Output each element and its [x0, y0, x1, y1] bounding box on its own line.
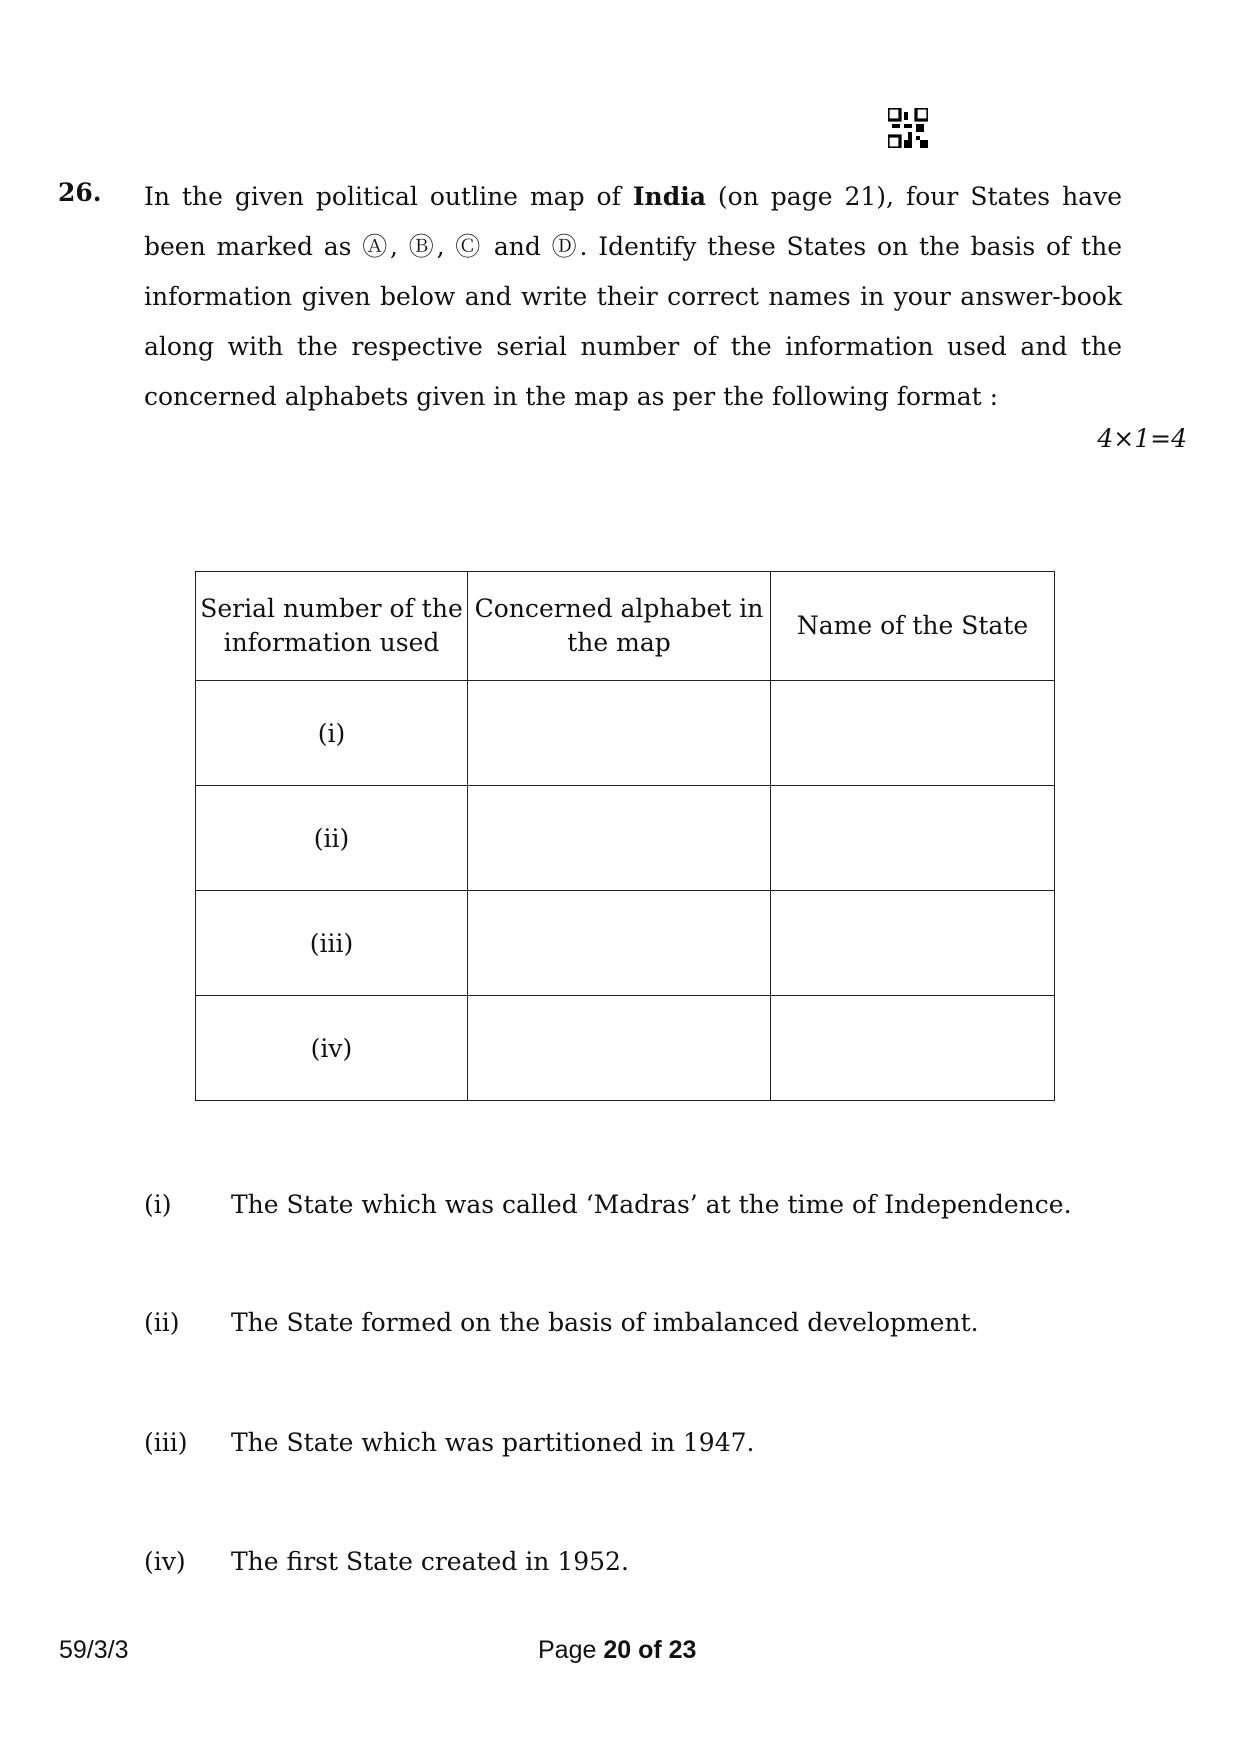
table-row [196, 681, 1055, 786]
item-label: (iv) [144, 1547, 186, 1576]
table-cell: (iii) [196, 891, 468, 996]
table-row [196, 891, 1055, 996]
question-text [144, 172, 1122, 422]
item-text: The State formed on the basis of imbalanced development. [231, 1308, 979, 1337]
question-text-part: In the given political outline map of [144, 182, 633, 211]
page-total: 23 [668, 1636, 697, 1664]
qr-code-icon [888, 108, 928, 148]
table-cell [771, 891, 1055, 996]
list-item [144, 1547, 629, 1576]
table-row [196, 996, 1055, 1101]
table-cell [468, 996, 771, 1101]
table-header-row [196, 572, 1055, 681]
list-item [144, 1308, 979, 1337]
table-cell: (ii) [196, 786, 468, 891]
item-label: (i) [144, 1190, 172, 1219]
page-number [538, 1636, 696, 1665]
marks: 4×1=4 [1097, 424, 1187, 453]
table-cell: (i) [196, 681, 468, 786]
page-of: of [631, 1636, 669, 1664]
table-cell [468, 891, 771, 996]
page-prefix: Page [538, 1636, 604, 1664]
paper-code: 59/3/3 [59, 1636, 129, 1664]
answer-format-table [195, 571, 1055, 1101]
question-number: 26. [58, 178, 102, 207]
question-text-part: (on page 21), four States have been marked as Ⓐ, Ⓑ, Ⓒ and Ⓓ. Identify these States on the basis of the information given below and write their correct names in your answer-book along with the respective serial number of the information used and the concerned alphabets given in the map as per the following format : [144, 182, 1122, 411]
table-header: Concerned alphabet in the map [468, 572, 771, 681]
table-cell: (iv) [196, 996, 468, 1101]
table-cell [771, 786, 1055, 891]
item-text: The State which was called ‘Madras’ at the time of Independence. [231, 1190, 1072, 1219]
item-text: The first State created in 1952. [231, 1547, 629, 1576]
list-item [144, 1190, 1072, 1219]
table-cell [771, 681, 1055, 786]
question-bold-word: India [632, 182, 706, 211]
list-item [144, 1428, 754, 1457]
table-cell [771, 996, 1055, 1101]
table-header: Serial number of the information used [196, 572, 468, 681]
table-cell [468, 786, 771, 891]
item-label: (ii) [144, 1308, 180, 1337]
table-header: Name of the State [771, 572, 1055, 681]
page-current: 20 [603, 1636, 632, 1664]
table-row [196, 786, 1055, 891]
item-label: (iii) [144, 1428, 188, 1457]
item-text: The State which was partitioned in 1947. [231, 1428, 755, 1457]
table-cell [468, 681, 771, 786]
